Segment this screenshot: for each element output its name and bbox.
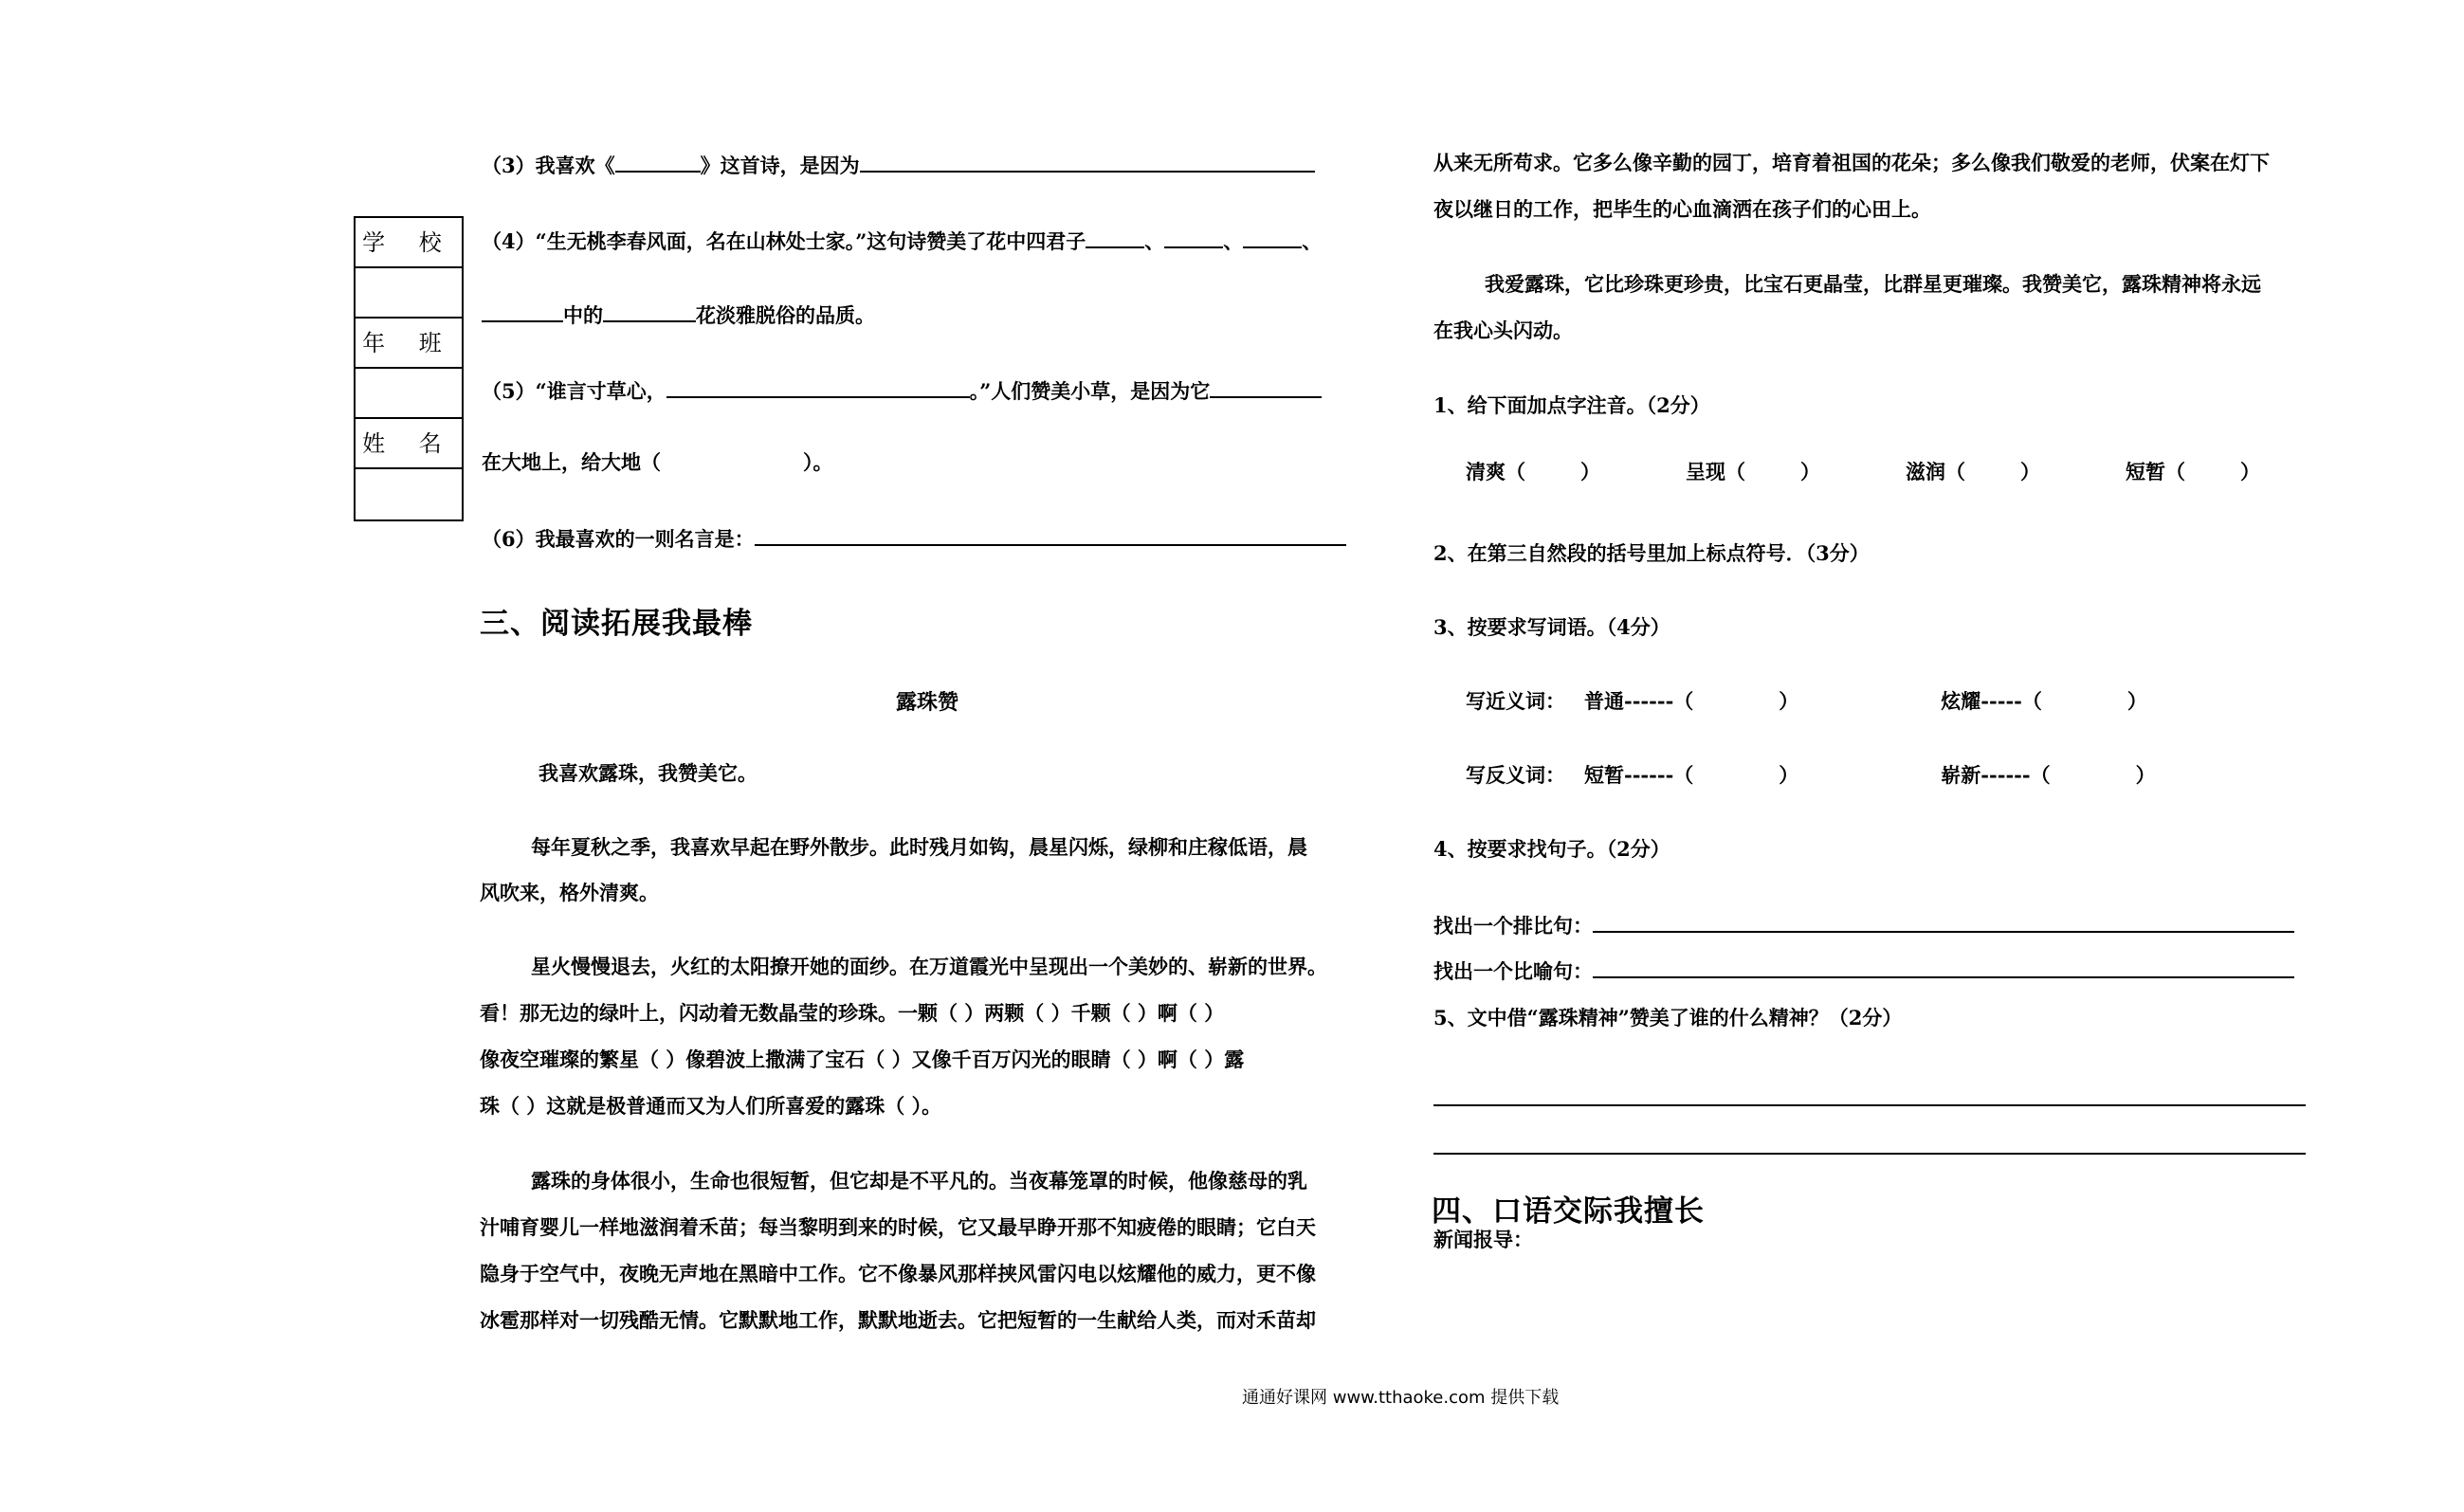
- answer-line[interactable]: [1433, 1104, 2306, 1106]
- question-6: （6）我最喜欢的一则名言是：: [482, 523, 1346, 553]
- footer: 通通好课网 www.tthaoke.com 提供下载: [1242, 1388, 1560, 1408]
- passage-title: 露珠赞: [896, 690, 959, 715]
- passage-p3-line1: 星火慢慢退去，火红的太阳撩开她的面纱。在万道霞光中呈现出一个美妙的、崭新的世界。: [531, 955, 1327, 978]
- passage-p5-line1: 我爱露珠，它比珍珠更珍贵，比宝石更晶莹，比群星更璀璨。我赞美它，露珠精神将永远: [1485, 272, 2261, 296]
- blank[interactable]: [1086, 226, 1144, 248]
- exercise-1: 1、给下面加点字注音。（2分）: [1433, 393, 1710, 417]
- passage-p4-line3: 隐身于空气中，夜晚无声地在黑暗中工作。它不像暴风那样挟风雷闪电以炫耀他的威力，更不像: [480, 1262, 1316, 1285]
- sentence-blank[interactable]: [1593, 910, 2294, 933]
- blank[interactable]: [615, 150, 701, 173]
- passage-p4-line6: 夜以继日的工作，把毕生的心血滴洒在孩子们的心田上。: [1433, 197, 1931, 221]
- name-field[interactable]: [356, 469, 462, 519]
- name-label: 姓 名: [356, 419, 462, 469]
- passage-p4-line1: 露珠的身体很小，生命也很短暂，但它却是不平凡的。当夜幕笼罩的时候，他像慈母的乳: [531, 1169, 1307, 1193]
- passage-p4-line4: 冰雹那样对一切残酷无情。它默默地工作，默默地逝去。它把短暂的一生献给人类，而对禾苗却: [480, 1308, 1316, 1332]
- sentence-blank[interactable]: [1593, 956, 2294, 978]
- blank[interactable]: [482, 300, 563, 322]
- blank[interactable]: [603, 300, 696, 322]
- passage-p2-line2: 风吹来，格外清爽。: [480, 881, 659, 904]
- exercise-3-antonyms: 写反义词： 短暂------（ ） 崭新------（ ）: [1466, 763, 2156, 787]
- question-5-line2: 在大地上，给大地（ ）。: [482, 450, 833, 474]
- exercise-4: 4、按要求找句子。（2分）: [1433, 837, 1670, 861]
- news-report-label: 新闻报导：: [1433, 1228, 1533, 1251]
- section-4-heading: 四、口语交际我擅长: [1432, 1194, 1705, 1229]
- school-field[interactable]: [356, 268, 462, 319]
- exercise-4-metaphor: 找出一个比喻句：: [1433, 956, 2294, 985]
- blank[interactable]: [666, 375, 970, 398]
- question-4: （4）“生无桃李春风面，名在山林处士家。”这句诗赞美了花中四君子 、 、 、: [482, 226, 1322, 255]
- blank[interactable]: [1164, 226, 1223, 248]
- question-3: （3）我喜欢《 》这首诗，是因为: [482, 150, 1315, 179]
- question-4-line2: 中的 花淡雅脱俗的品质。: [482, 300, 875, 329]
- passage-p5-line2: 在我心头闪动。: [1433, 319, 1573, 342]
- blank[interactable]: [1210, 375, 1322, 398]
- exercise-2: 2、在第三自然段的括号里加上标点符号．（3分）: [1433, 541, 1870, 565]
- blank[interactable]: [860, 150, 1315, 173]
- passage-p3-line3: 像夜空璀璨的繁星（ ）像碧波上撒满了宝石（ ）又像千百万闪光的眼睛（ ）啊（ ）露: [480, 1047, 1245, 1071]
- exercise-3: 3、按要求写词语。（4分）: [1433, 615, 1670, 639]
- passage-p3-line2: 看！那无边的绿叶上，闪动着无数晶莹的珍珠。一颗（ ）两颗（ ）千颗（ ）啊（ ）: [480, 1001, 1225, 1025]
- passage-p2-line1: 每年夏秋之季，我喜欢早起在野外散步。此时残月如钩，晨星闪烁，绿柳和庄稼低语，晨: [531, 835, 1307, 859]
- exercise-1-words: 清爽（ ） 呈现（ ） 滋润（ ） 短暂（ ）: [1466, 460, 2260, 483]
- exercise-4-parallel: 找出一个排比句：: [1433, 910, 2294, 939]
- answer-line[interactable]: [1433, 1153, 2306, 1155]
- passage-p1: 我喜欢露珠，我赞美它。: [538, 761, 757, 785]
- question-5: （5）“谁言寸草心， 。”人们赞美小草，是因为它: [482, 375, 1322, 405]
- grade-field[interactable]: [356, 369, 462, 419]
- passage-p3-line4: 珠（ ）这就是极普通而又为人们所喜爱的露珠（ ）。: [480, 1094, 942, 1118]
- student-info-box: [354, 216, 464, 521]
- grade-label: 年 班: [356, 319, 462, 369]
- exercise-5: 5、文中借“露珠精神”赞美了谁的什么精神？（2分）: [1433, 1006, 1903, 1029]
- school-label: 学 校: [356, 218, 462, 268]
- section-3-heading: 三、阅读拓展我最棒: [480, 607, 753, 641]
- passage-p4-line2: 汁哺育婴儿一样地滋润着禾苗；每当黎明到来的时候，它又最早睁开那不知疲倦的眼睛；它白天: [480, 1215, 1316, 1239]
- exercise-3-synonyms: 写近义词： 普通------（ ） 炫耀-----（ ）: [1466, 689, 2147, 713]
- passage-p4-line5: 从来无所苟求。它多么像辛勤的园丁，培育着祖国的花朵；多么像我们敬爱的老师，伏案在灯下: [1433, 151, 2270, 174]
- blank[interactable]: [755, 523, 1346, 546]
- blank[interactable]: [1243, 226, 1302, 248]
